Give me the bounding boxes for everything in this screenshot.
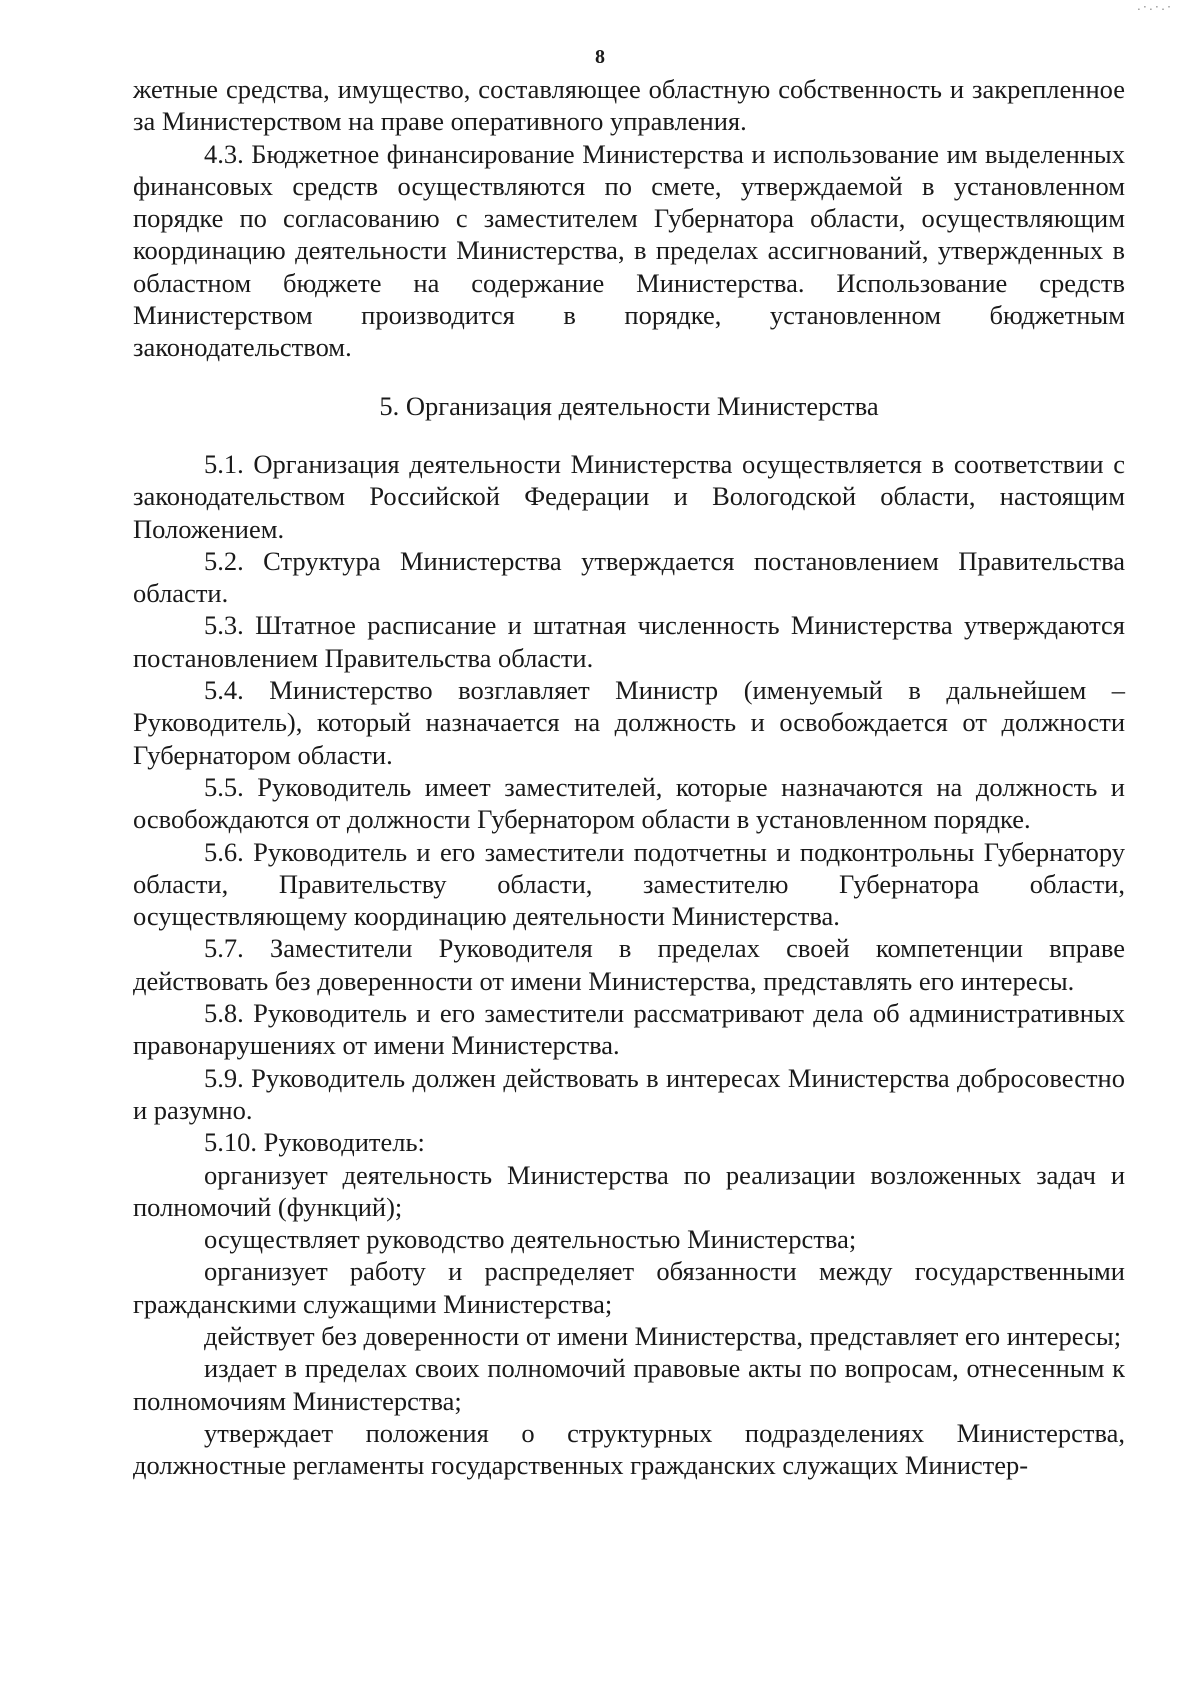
paragraph-5-5: 5.5. Руководитель имеет заместителей, которые назначаются на должность и освобождаются от должности Губернатором области в установленном порядке. <box>133 771 1125 835</box>
list-item-duty: издает в пределах своих полномочий правовые акты по вопросам, отнесенным к полномочиям Министерства; <box>133 1353 1125 1416</box>
paragraph-4-3: 4.3. Бюджетное финансирование Министерства и использование им выделенных финансовых средств осуществляются по смете, утверждаемой в установленном порядке по согласованию с заместителем Губернатора области, осуществляющим координацию деятельности Министерства, в пределах ассигнований, утвержденных в областном бюджете на содержание Министерства. Использование средств Министерством производится в порядке, установленном бюджетным законодательством. <box>133 138 1125 363</box>
list-item-duty: организует деятельность Министерства по реализации возложенных задач и полномочий (функций); <box>133 1159 1125 1222</box>
paragraph-5-9: 5.9. Руководитель должен действовать в интересах Министерства добросовестно и разумно. <box>133 1062 1125 1125</box>
scan-corner-mark: .·.·.· <box>1135 2 1172 13</box>
section-heading: 5. Организация деятельности Министерства <box>379 390 879 421</box>
paragraph-5-7: 5.7. Заместители Руководителя в пределах своей компетенции вправе действовать без доверенности от имени Министерства, представлять его интересы. <box>133 933 1125 996</box>
paragraph-5-3: 5.3. Штатное расписание и штатная численность Министерства утверждаются постановлением Правительства области. <box>133 610 1125 673</box>
paragraph-5-6: 5.6. Руководитель и его заместители подотчетны и подконтрольны Губернатору области, Правительству области, заместителю Губернатора области, осуществляющему координацию деятельности Министерства. <box>133 836 1125 932</box>
list-item-duty: осуществляет руководство деятельностью Министерства; <box>204 1224 857 1255</box>
paragraph-5-4: 5.4. Министерство возглавляет Министр (именуемый в дальнейшем – Руководитель), который назначается на должность и освобождается от должности Губернатором области. <box>133 675 1125 770</box>
paragraph-5-2: 5.2. Структура Министерства утверждается постановлением Правительства области. <box>133 545 1125 609</box>
paragraph-continuation: жетные средства, имущество, составляющее областную собственность и закрепленное за Министерством на праве оперативного управления. <box>133 74 1125 137</box>
list-item-duty: организует работу и распределяет обязанности между государственными гражданскими служащими Министерства; <box>133 1256 1125 1319</box>
paragraph-5-8: 5.8. Руководитель и его заместители рассматривают дела об административных правонарушениях от имени Министерства. <box>133 998 1125 1061</box>
list-item-duty: действует без доверенности от имени Министерства, представляет его интересы; <box>204 1320 1122 1351</box>
paragraph-5-1: 5.1. Организация деятельности Министерства осуществляется в соответствии с законодательством Российской Федерации и Вологодской области, настоящим Положением. <box>133 448 1125 544</box>
paragraph-5-10: 5.10. Руководитель: <box>204 1127 425 1158</box>
list-item-duty: утверждает положения о структурных подразделениях Министерства, должностные регламенты государственных гражданских служащих Министер- <box>133 1417 1125 1481</box>
page-number: 8 <box>595 46 605 68</box>
document-body <box>133 73 1125 1481</box>
